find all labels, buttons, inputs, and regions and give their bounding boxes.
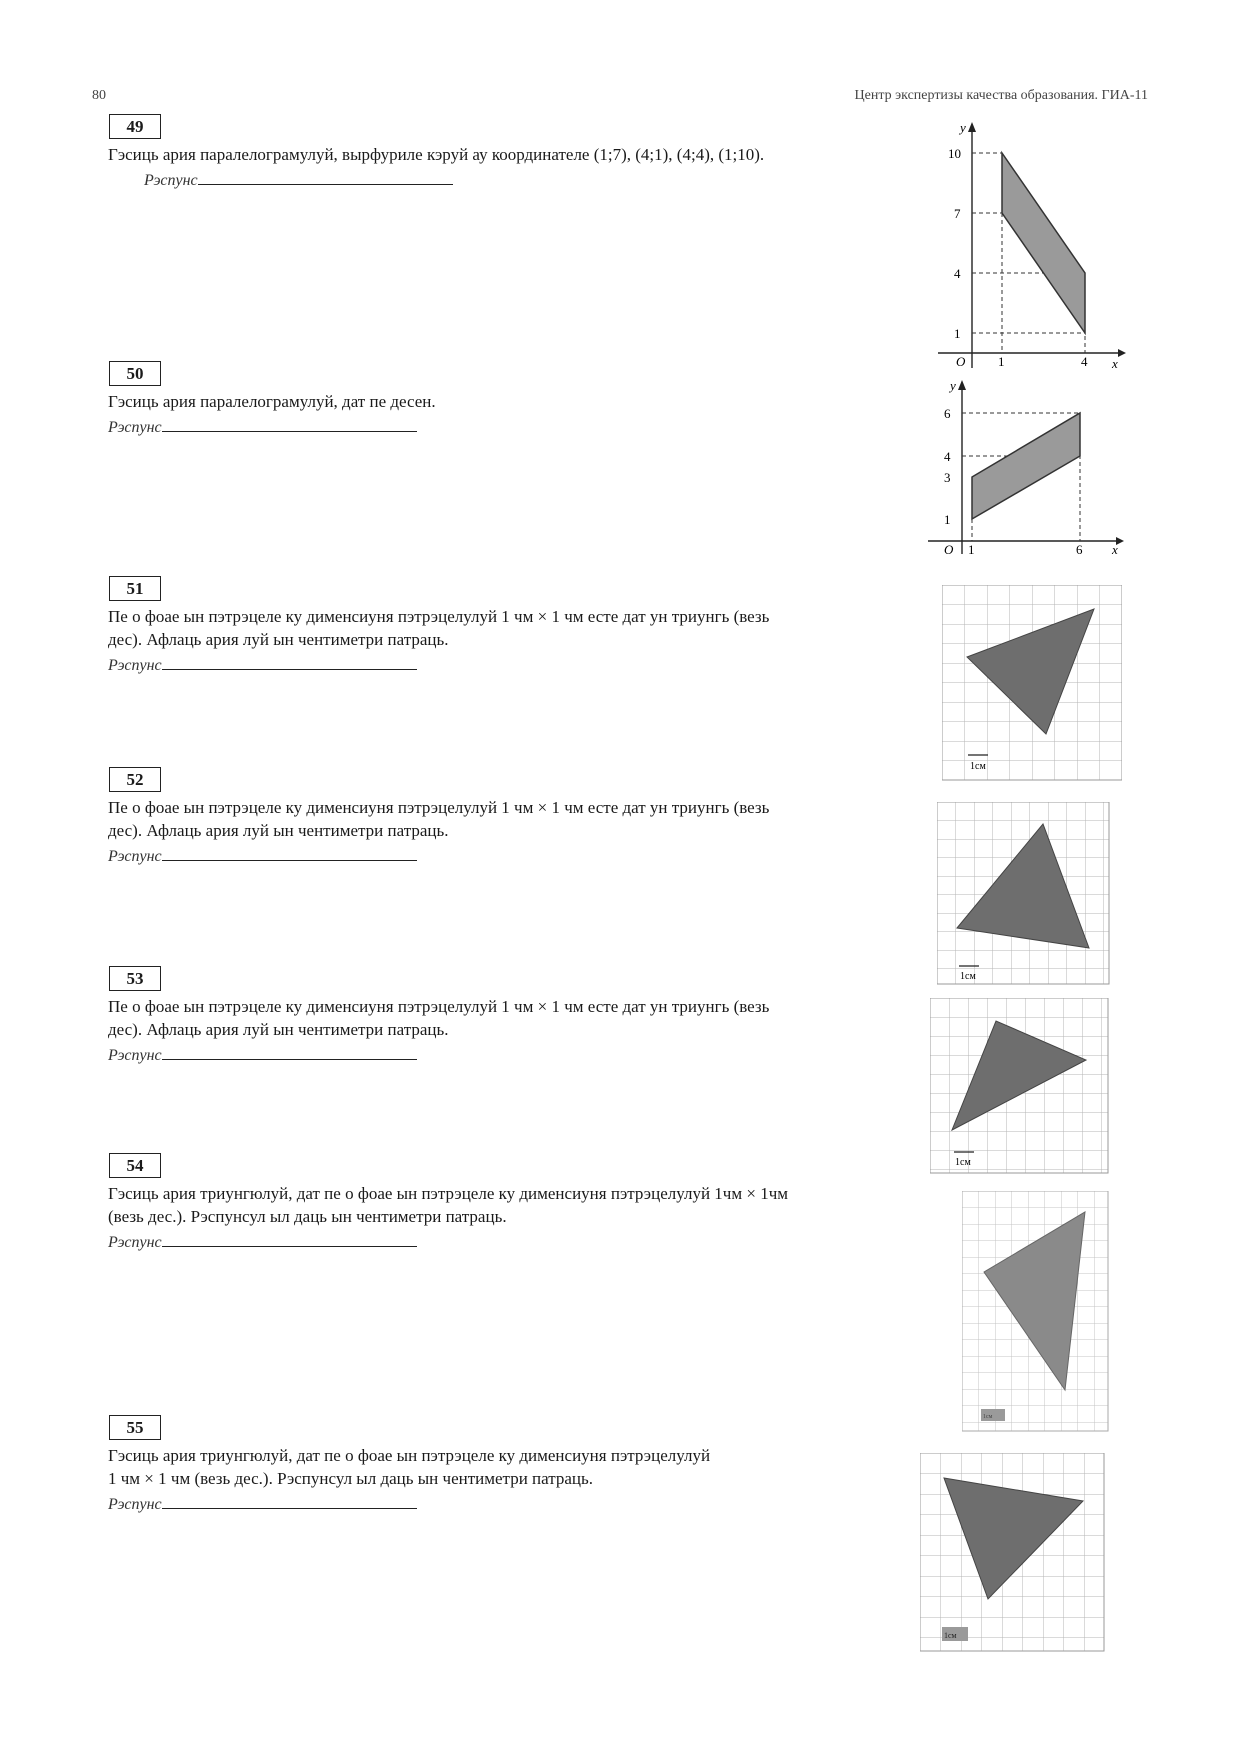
answer-label: Рэспунс: [108, 1234, 162, 1251]
y-axis-label: y: [950, 378, 956, 393]
answer-line[interactable]: [198, 170, 453, 185]
answer-field[interactable]: [108, 846, 928, 866]
header-source: Центр экспертизы качества образования. ГИА-11: [854, 88, 1148, 103]
problem-55: [108, 1415, 928, 1514]
answer-line[interactable]: [162, 417, 417, 432]
x-axis-label: x: [1112, 356, 1118, 371]
y-tick-4: 4: [954, 266, 961, 281]
problem-number: 50: [109, 361, 161, 386]
figure-54-grid-triangle: [962, 1191, 1112, 1435]
answer-label: Рэспунс: [144, 172, 198, 189]
answer-label: Рэспунс: [108, 848, 162, 865]
answer-line[interactable]: [162, 1045, 417, 1060]
y-axis-arrow: [968, 122, 976, 132]
scale-label: 1см: [944, 1631, 957, 1640]
problem-text: Гэсиць ария паралелограмулуй, дат пе десен.: [108, 392, 436, 411]
problem-number: 52: [109, 767, 161, 792]
x-axis-arrow: [1118, 349, 1126, 357]
x-tick-6: 6: [1076, 542, 1083, 557]
figure-52-grid-triangle: [937, 802, 1112, 987]
problem-number: 53: [109, 966, 161, 991]
y-tick-4: 4: [944, 449, 951, 464]
problem-text: Гэсиць ария триунгюлуй, дат пе о фоае ын пэтрэцеле ку дименсиуня пэтрэцелулуй 1чм × 1чм (везь дес.). Рэспунсул ыл даць ын чентиметри патраць.: [108, 1184, 789, 1226]
problem-54: [108, 1153, 928, 1252]
figure-49-coordinate-plot: [930, 118, 1130, 378]
answer-field[interactable]: [108, 417, 928, 437]
scale-label: 1см: [960, 971, 976, 982]
answer-line[interactable]: [162, 655, 417, 670]
problem-text: Пе о фоае ын пэтрэцеле ку дименсиуня пэтрэцелулуй 1 чм × 1 чм есте дат ун триунгь (везь дес). Афлаць ария луй ын чентиметри патраць.: [108, 607, 770, 649]
origin-label: O: [944, 542, 954, 557]
problem-50: [108, 361, 928, 437]
origin-label: O: [956, 354, 966, 369]
problem-number: 55: [109, 1415, 161, 1440]
y-tick-10: 10: [948, 146, 961, 161]
x-axis-label: x: [1112, 542, 1118, 557]
x-tick-1: 1: [998, 354, 1005, 369]
answer-line[interactable]: [162, 1494, 417, 1509]
problem-text: Пе о фоае ын пэтрэцеле ку дименсиуня пэтрэцелулуй 1 чм × 1 чм есте дат ун триунгь (везь дес). Афлаць ария луй ын чентиметри патраць.: [108, 798, 770, 840]
problem-text: Гэсиць ария триунгюлуй, дат пе о фоае ын пэтрэцеле ку дименсиуня пэтрэцелулуй 1 чм × 1 чм (везь дес.). Рэспунсул ыл даць ын чентиметри патраць.: [108, 1446, 711, 1488]
answer-line[interactable]: [162, 1232, 417, 1247]
answer-field[interactable]: [108, 1232, 928, 1252]
x-tick-4: 4: [1081, 354, 1088, 369]
y-axis-arrow: [958, 380, 966, 390]
y-tick-1: 1: [944, 512, 951, 527]
problem-text: Гэсиць ария паралелограмулуй, вырфуриле кэруй ау координателе (1;7), (4;1), (4;4), (1;10).: [108, 145, 765, 164]
problem-49: [108, 114, 928, 190]
problem-number: 49: [109, 114, 161, 139]
y-tick-1: 1: [954, 326, 961, 341]
page-number: 80: [92, 88, 106, 103]
scale-label: 1см: [970, 761, 986, 772]
answer-label: Рэспунс: [108, 419, 162, 436]
answer-field[interactable]: [108, 1045, 928, 1065]
answer-label: Рэспунс: [108, 1496, 162, 1513]
answer-label: Рэспунс: [108, 657, 162, 674]
parallelogram: [1002, 153, 1085, 333]
problem-53: [108, 966, 928, 1065]
answer-line[interactable]: [162, 846, 417, 861]
parallelogram: [972, 413, 1080, 519]
scale-label: 1см: [983, 1414, 993, 1420]
problem-52: [108, 767, 928, 866]
answer-field[interactable]: [144, 170, 928, 190]
answer-label: Рэспунс: [108, 1047, 162, 1064]
figure-50-coordinate-plot: [920, 378, 1130, 558]
figure-55-grid-triangle: [920, 1453, 1105, 1655]
scale-label: 1см: [955, 1157, 971, 1168]
figure-51-grid-triangle: [942, 585, 1122, 785]
x-tick-1: 1: [968, 542, 975, 557]
problem-number: 51: [109, 576, 161, 601]
answer-field[interactable]: [108, 1494, 928, 1514]
problem-51: [108, 576, 928, 675]
y-tick-6: 6: [944, 406, 951, 421]
problem-text: Пе о фоае ын пэтрэцеле ку дименсиуня пэтрэцелулуй 1 чм × 1 чм есте дат ун триунгь (везь дес). Афлаць ария луй ын чентиметри патраць.: [108, 997, 770, 1039]
answer-field[interactable]: [108, 655, 928, 675]
problem-number: 54: [109, 1153, 161, 1178]
figure-53-grid-triangle: [930, 998, 1110, 1176]
y-axis-label: y: [960, 120, 966, 135]
y-tick-3: 3: [944, 470, 951, 485]
y-tick-7: 7: [954, 206, 961, 221]
